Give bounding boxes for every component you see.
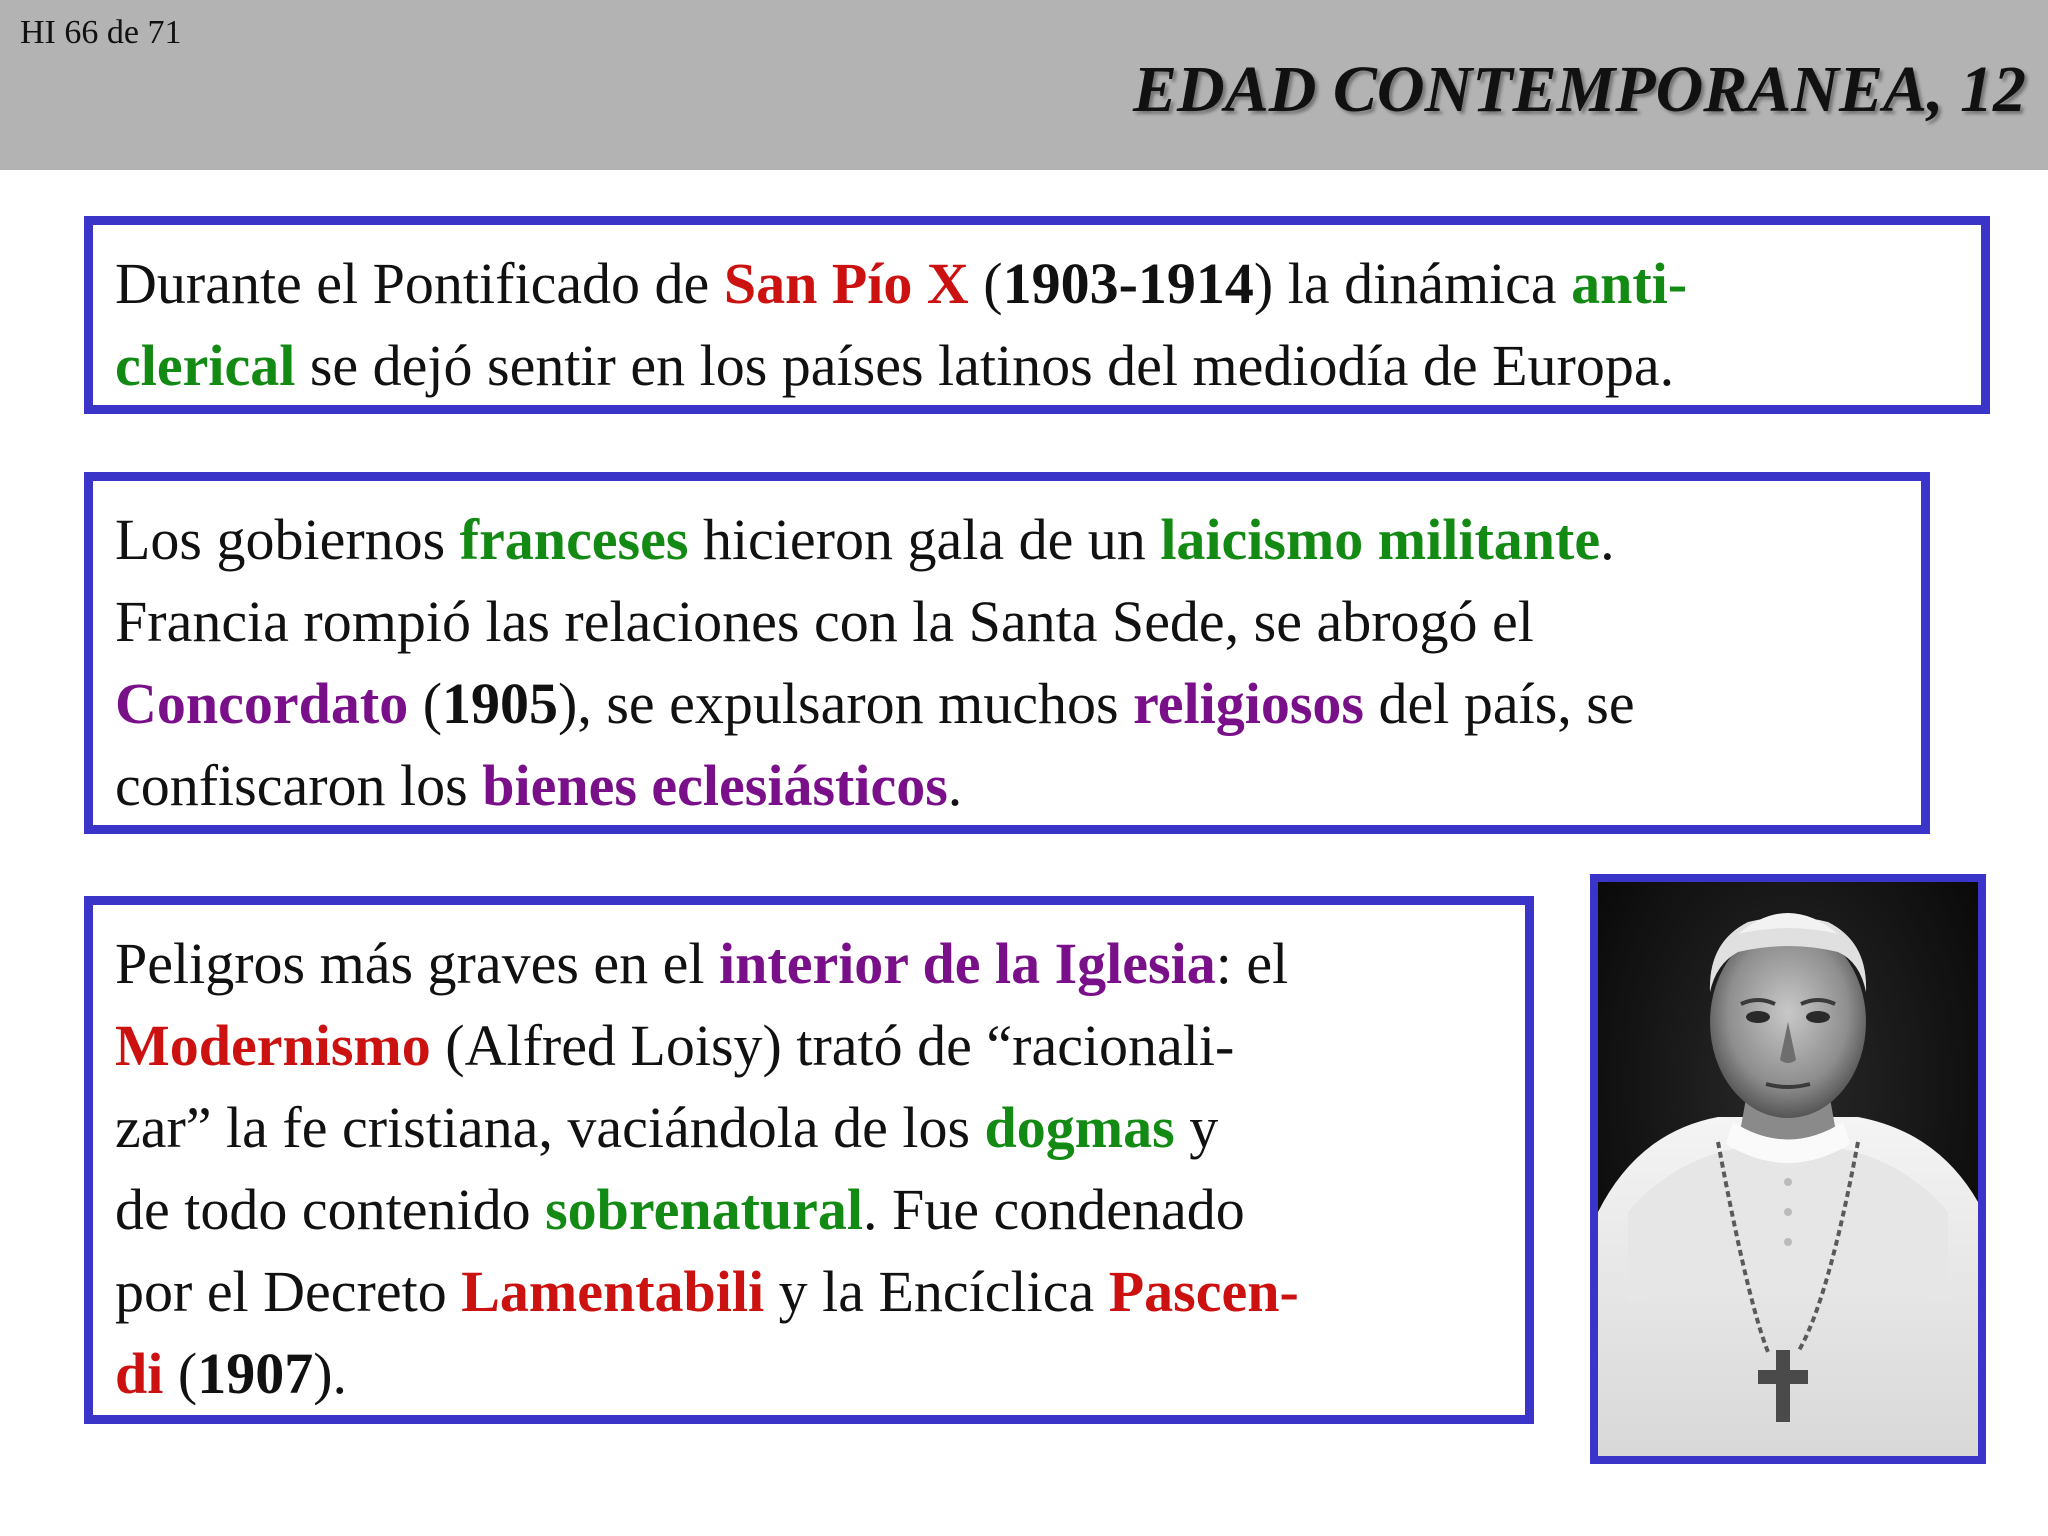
- text-run: (: [163, 1341, 198, 1406]
- text-run: se dejó sentir en los países latinos del mediodía de Europa.: [295, 333, 1675, 398]
- slide-counter: HI 66 de 71: [20, 14, 182, 51]
- text-line: [115, 1169, 1503, 1251]
- text-box-modernism: [84, 896, 1534, 1424]
- slide-title: EDAD CONTEMPORANEA, 12: [1133, 53, 2026, 126]
- highlight-anticlerical: anti-: [1571, 251, 1688, 316]
- text-run: zar” la fe cristiana, vaciándola de los: [115, 1095, 985, 1160]
- text-line: [115, 663, 1899, 745]
- text-run: y la Encíclica: [764, 1259, 1109, 1324]
- text-run: . Fue condenado: [863, 1177, 1245, 1242]
- pope-portrait: [1590, 874, 1986, 1464]
- highlight-year-1905: 1905: [442, 671, 559, 736]
- highlight-pascendi: Pascen-: [1108, 1259, 1299, 1324]
- highlight-interior-iglesia: interior de la Iglesia: [719, 931, 1216, 996]
- highlight-lamentabili: Lamentabili: [461, 1259, 765, 1324]
- highlight-pascendi: di: [115, 1341, 164, 1406]
- highlight-bienes: bienes eclesiásticos: [482, 753, 948, 818]
- text-line: [115, 581, 1899, 663]
- highlight-sobrenatural: sobrenatural: [545, 1177, 864, 1242]
- text-run: Peligros más graves en el: [115, 931, 720, 996]
- highlight-dogmas: dogmas: [984, 1095, 1175, 1160]
- highlight-laicismo: laicismo militante: [1160, 507, 1601, 572]
- text-run: (: [968, 251, 1003, 316]
- highlight-years: 1903-1914: [1002, 251, 1254, 316]
- text-line: [115, 1087, 1503, 1169]
- text-line: [115, 499, 1899, 581]
- text-line: [115, 1333, 1503, 1415]
- highlight-san-pio-x: San Pío X: [723, 251, 969, 316]
- text-line: [115, 243, 1959, 325]
- text-line: [115, 1005, 1503, 1087]
- text-run: Francia rompió las relaciones con la Santa Sede, se abrogó el: [115, 589, 1534, 654]
- highlight-franceses: franceses: [459, 507, 689, 572]
- text-run: Durante el Pontificado de: [115, 251, 724, 316]
- text-line: [115, 325, 1959, 407]
- text-run: ) la dinámica: [1253, 251, 1572, 316]
- text-run: ), se expulsaron muchos: [558, 671, 1134, 736]
- text-run: por el Decreto: [115, 1259, 462, 1324]
- text-box-pontificate: [84, 216, 1990, 414]
- text-run: (Alfred Loisy) trató de “racionali-: [430, 1013, 1235, 1078]
- text-line: [115, 745, 1899, 827]
- highlight-modernismo: Modernismo: [115, 1013, 431, 1078]
- text-run: ).: [313, 1341, 348, 1406]
- text-run: y: [1174, 1095, 1219, 1160]
- highlight-religiosos: religiosos: [1133, 671, 1365, 736]
- highlight-year-1907: 1907: [197, 1341, 314, 1406]
- text-run: confiscaron los: [115, 753, 483, 818]
- text-run: del país, se: [1364, 671, 1635, 736]
- text-run: hicieron gala de un: [688, 507, 1161, 572]
- slide-header: [0, 0, 2048, 170]
- text-run: .: [947, 753, 963, 818]
- pope-portrait-icon: [1598, 882, 1978, 1456]
- highlight-anticlerical: clerical: [115, 333, 296, 398]
- text-box-france: [84, 472, 1930, 834]
- text-run: .: [1600, 507, 1615, 572]
- text-line: [115, 1251, 1503, 1333]
- text-run: de todo contenido: [115, 1177, 546, 1242]
- text-line: [115, 923, 1503, 1005]
- text-run: : el: [1215, 931, 1289, 996]
- text-run: (: [408, 671, 443, 736]
- text-run: Los gobiernos: [115, 507, 460, 572]
- highlight-concordato: Concordato: [115, 671, 409, 736]
